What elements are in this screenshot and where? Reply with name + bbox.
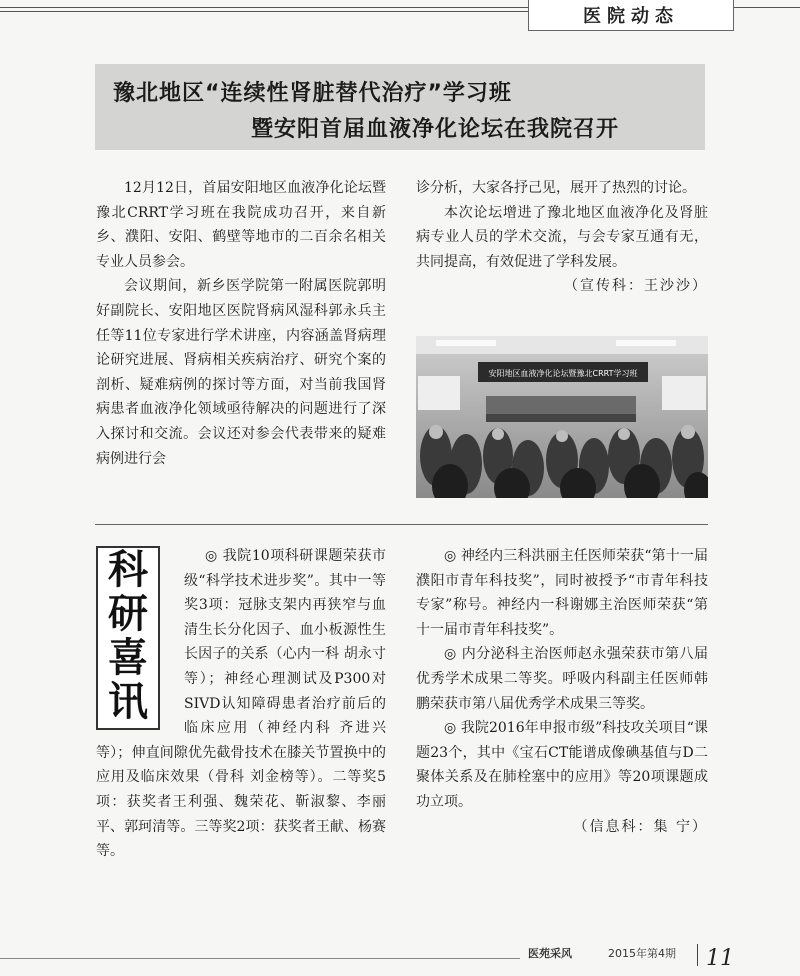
conference-photo-image xyxy=(416,336,708,498)
paragraph: ◎ 内分泌科主治医师赵永强荣获市第八届优秀学术成果二等奖。呼吸内科副主任医师韩鹏荣获市第八届优秀学术成果三等奖。 xyxy=(416,646,708,712)
footer-rule xyxy=(0,958,520,959)
conference-photo xyxy=(416,336,708,498)
header-rule-right xyxy=(732,7,800,8)
badge-char: 讯 xyxy=(108,679,148,725)
paragraph: 本次论坛增进了豫北地区血液净化及肾脏病专业人员的学术交流，与会专家互通有无，共同提高，有效促进了学科发展。 xyxy=(416,204,708,270)
signature: （宣传科：王沙沙） xyxy=(564,278,708,295)
issue-label: 2015年第4期 xyxy=(608,947,676,960)
article-divider xyxy=(95,524,708,525)
paragraph: ◎ 我院10项科研课题荣获市级“科学技术进步奖”。其中一等奖3项：冠脉支架内再狭窄与血清生长分化因子、血小板源性生长因子的关系（心内一科 胡永寸等）；神经心理测试及P300对SIVD认知障碍患者治疗前后的临床应用（神经内科 齐进兴等）；伸直间隙优先截骨技术在膝关节置换中的应用及临床效果（骨科 刘金榜等）。二等奖5项：获奖者王利强、魏荣花、靳淑黎、李丽平、郭珂清等。三等奖2项：获奖者王献、杨赛等。 xyxy=(96,548,386,860)
magazine-name: 医苑采风 xyxy=(528,947,572,960)
article2-right-column xyxy=(416,544,708,839)
article-title-box xyxy=(95,64,705,150)
badge-char: 研 xyxy=(108,591,148,637)
article1-right-column xyxy=(416,176,708,299)
article-title-line1: 豫北地区“连续性肾脏替代治疗”学习班 xyxy=(113,81,512,106)
paragraph: 诊分析，大家各抒己见，展开了热烈的讨论。 xyxy=(416,180,696,196)
article-title-line2: 暨安阳首届血液净化论坛在我院召开 xyxy=(251,117,620,142)
badge-float-spacer xyxy=(96,544,184,740)
banner-text: 安阳地区血液净化论坛暨豫北CRRT学习班 xyxy=(488,369,638,378)
paragraph: ◎ 我院2016年申报市级”科技攻关项目“课题23个，其中《宝石CT能谱成像碘基值与D二聚体关系及在肺栓塞中的应用》等20项课题成功立项。 xyxy=(416,720,708,810)
paragraph: 12月12日，首届安阳地区血液净化论坛暨豫北CRRT学习班在我院成功召开，来自新乡、濮阳、安阳、鹤壁等地市的二百余名相关专业人员参会。 xyxy=(96,180,386,270)
header-rule-2 xyxy=(0,11,528,12)
header-rule xyxy=(0,7,528,8)
section-title: 医院动态 xyxy=(583,6,679,27)
section-tab xyxy=(528,0,734,31)
paragraph: 会议期间，新乡医学院第一附属医院郭明好副院长、安阳地区医院肾病风湿科郭永兵主任等11位专家进行学术讲座，内容涵盖肾病理论研究进展、肾病相关疾病治疗、研究个案的剖析、疑难病例的探讨等方面，对当前我国肾病患者血液净化领域亟待解决的问题进行了深入探讨和交流。会议还对参会代表带来的疑难病例进行会 xyxy=(96,278,386,467)
paragraph: ◎ 神经内三科洪丽主任医师荣获“第十一届濮阳市青年科技奖”，同时被授予“市青年科技专家”称号。神经内一科谢娜主治医师荣获“第十一届市青年科技奖”。 xyxy=(416,548,708,638)
page-number: 11 xyxy=(706,946,734,971)
article1-left-column xyxy=(96,176,386,471)
signature: （信息科：集 宁） xyxy=(573,818,708,835)
badge-char: 科 xyxy=(108,547,148,593)
badge-char: 喜 xyxy=(108,635,148,681)
article2-left-column xyxy=(96,544,386,864)
footer-divider xyxy=(697,944,698,966)
